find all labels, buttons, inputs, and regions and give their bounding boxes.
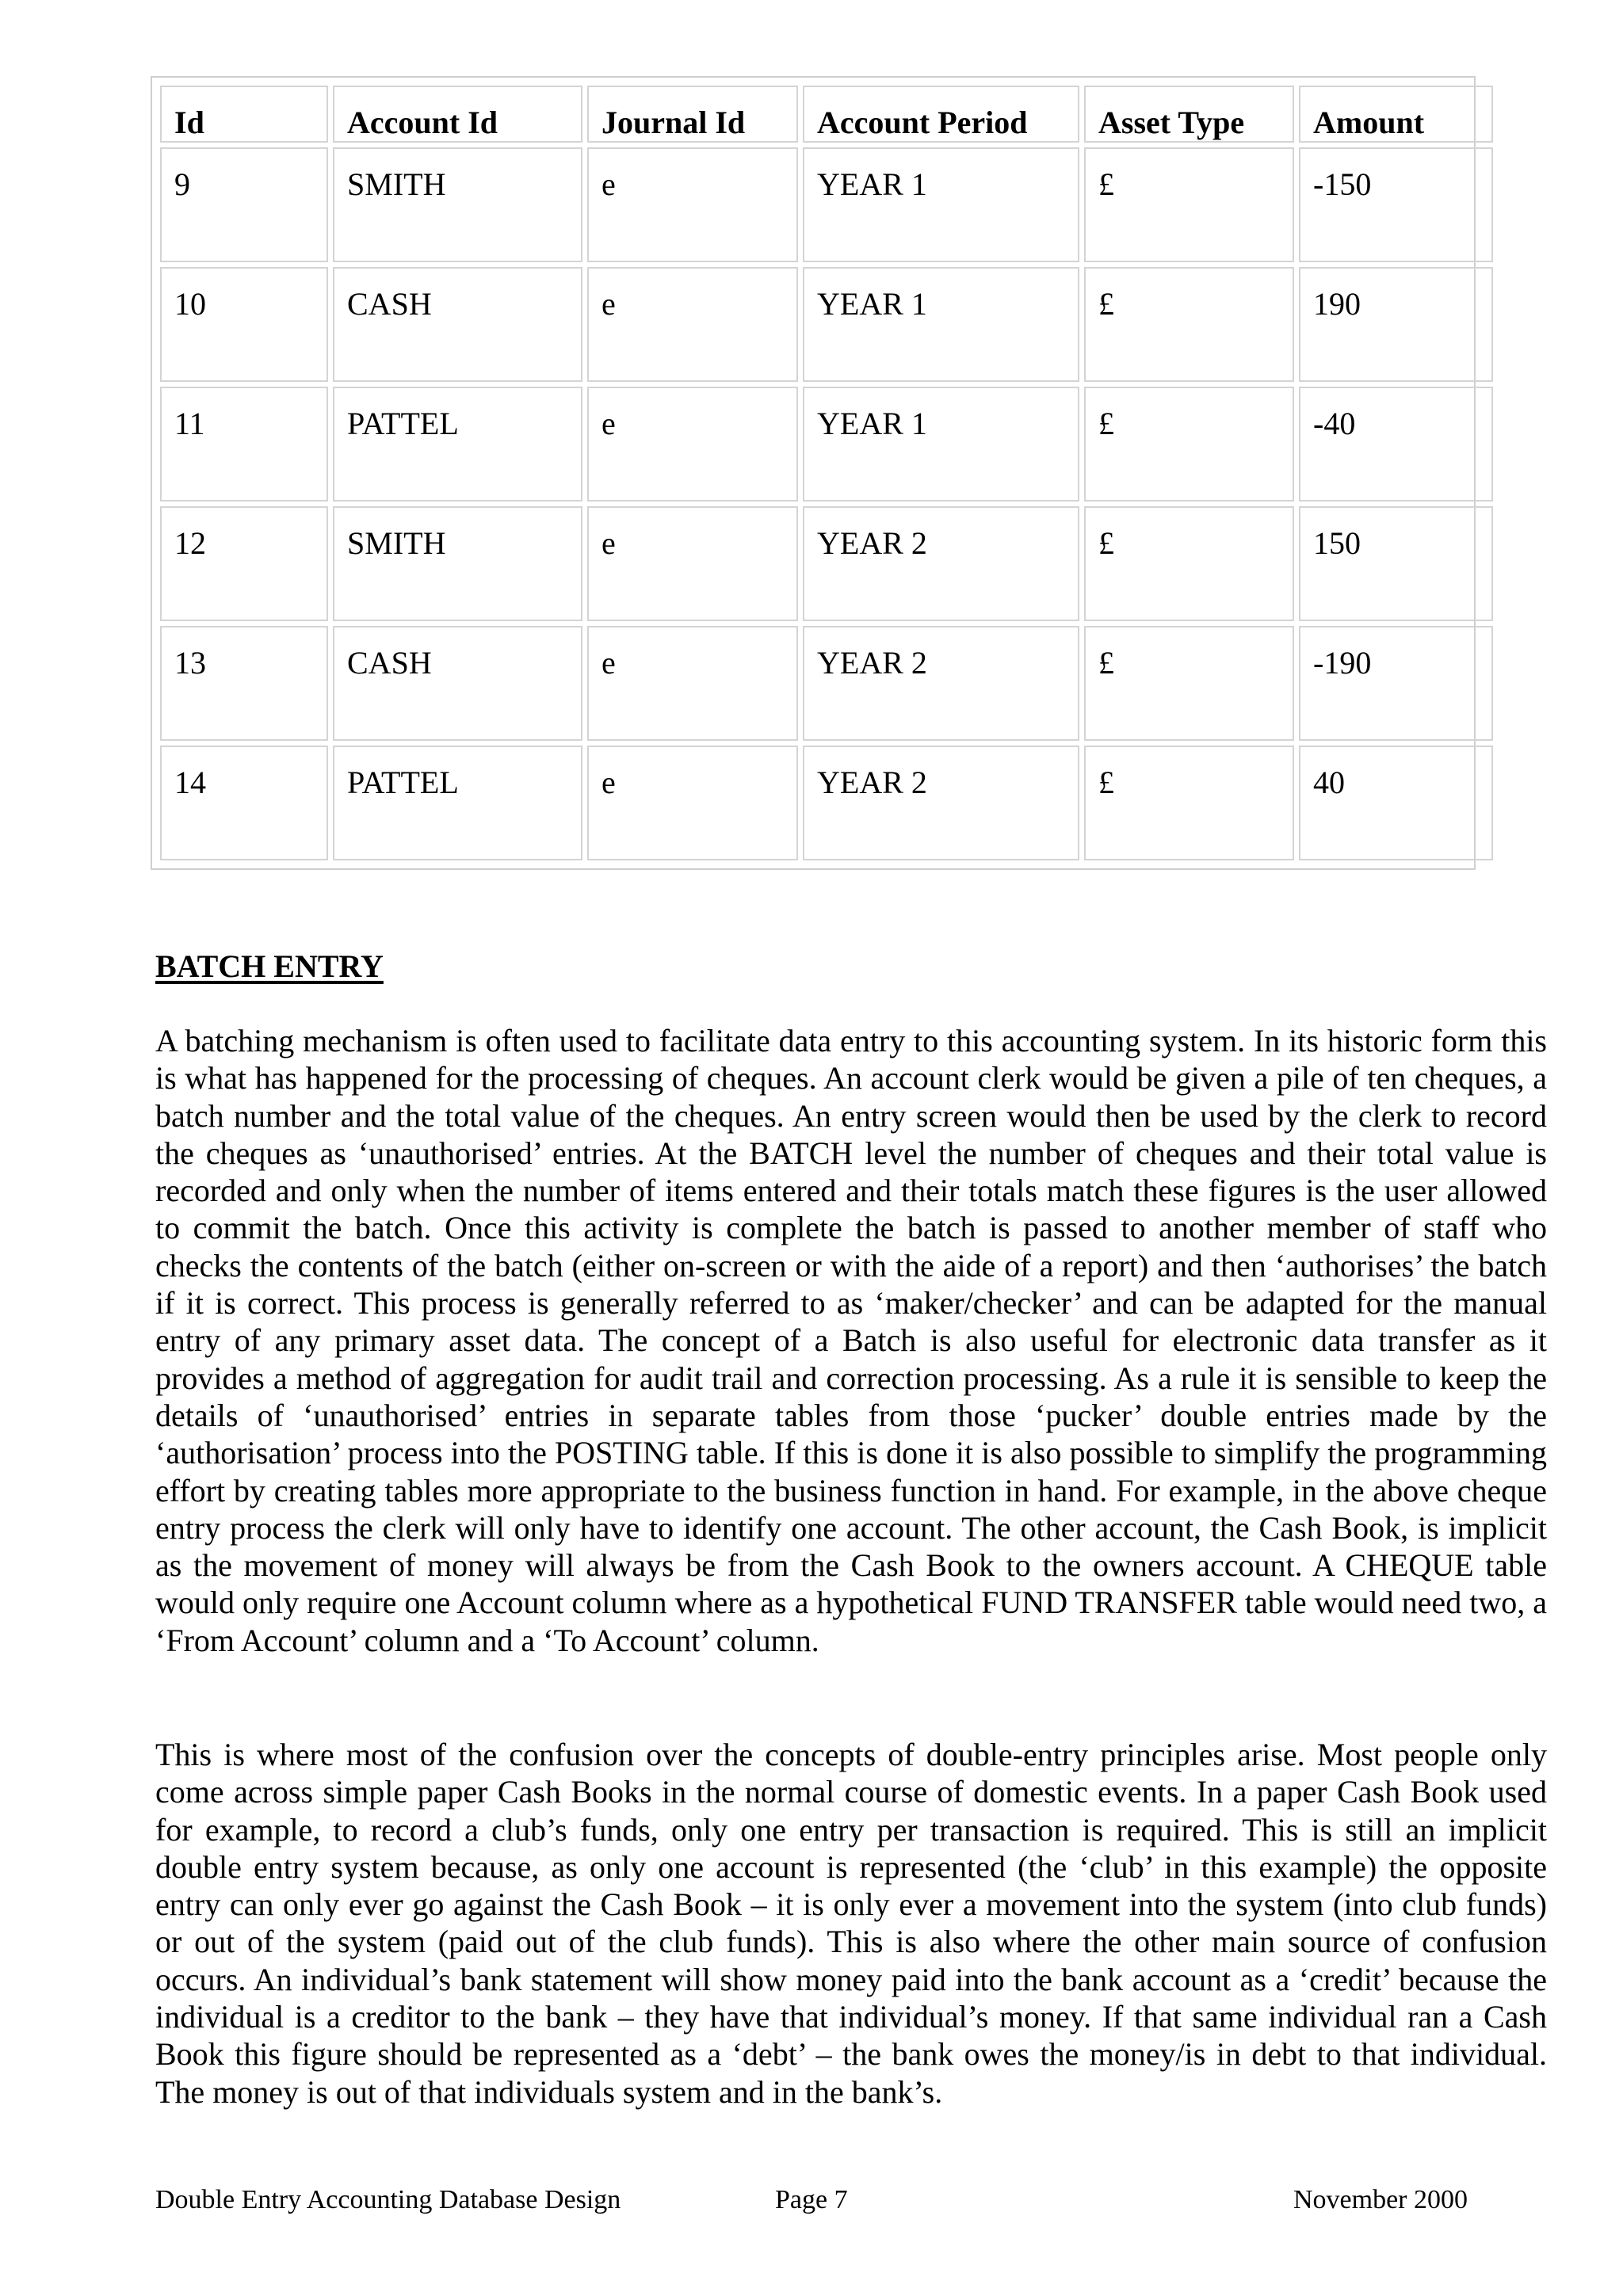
- cell-account-id: PATTEL: [333, 746, 582, 860]
- footer-document-title: Double Entry Accounting Database Design: [155, 2185, 621, 2214]
- cell-asset-type: £: [1084, 626, 1294, 741]
- footer-date: November 2000: [1293, 2185, 1468, 2214]
- column-header-id: Id: [160, 86, 328, 143]
- table-row: [160, 626, 1493, 741]
- cell-account-id: CASH: [333, 267, 582, 382]
- body-paragraph: A batching mechanism is often used to facilitate data entry to this accounting system. In its historic form this is what has happened for the processing of cheques. An account clerk would be given a pile of ten cheques, a batch number and the total value of the cheques. An entry screen would then be used by the clerk to record the cheques as ‘unauthorised’ entries. At the BATCH level the number of cheques and their total value is recorded and only when the number of items entered and their totals match these figures is the user allowed to commit the batch. Once this activity is complete the batch is passed to another member of staff who checks the contents of the batch (either on-screen or with the aide of a report) and then ‘authorises’ the batch if it is correct. This process is generally referred to as ‘maker/checker’ and can be adapted for the manual entry of any primary asset data. The concept of a Batch is also useful for electronic data transfer as it provides a method of aggregation for audit trail and correction processing. As a rule it is sensible to keep the details of ‘unauthorised’ entries in separate tables from those ‘pucker’ double entries made by the ‘authorisation’ process into the POSTING table. If this is done it is also possible to simplify the programming effort by creating tables more appropriate to the business function in hand. For example, in the above cheque entry process the clerk will only have to identify one account. The other account, the Cash Book, is implicit as the movement of money will always be from the Cash Book to the owners account. A CHEQUE table would only require one Account column where as a hypothetical FUND TRANSFER table would need two, a ‘From Account’ column and a ‘To Account’ column.: [155, 1023, 1547, 1658]
- cell-id: 10: [160, 267, 328, 382]
- cell-account-id: PATTEL: [333, 387, 582, 502]
- cell-amount: 190: [1299, 267, 1493, 382]
- posting-table-container: [151, 76, 1476, 870]
- table-row: [160, 387, 1493, 502]
- cell-account-period: YEAR 1: [803, 387, 1079, 502]
- cell-journal-id: e: [587, 147, 798, 262]
- footer-page-number: Page 7: [775, 2185, 848, 2214]
- cell-journal-id: e: [587, 267, 798, 382]
- cell-asset-type: £: [1084, 387, 1294, 502]
- cell-account-period: YEAR 2: [803, 506, 1079, 621]
- column-header-account-id: Account Id: [333, 86, 582, 143]
- cell-asset-type: £: [1084, 267, 1294, 382]
- cell-journal-id: e: [587, 746, 798, 860]
- cell-amount: -40: [1299, 387, 1493, 502]
- cell-id: 9: [160, 147, 328, 262]
- cell-id: 13: [160, 626, 328, 741]
- cell-account-id: CASH: [333, 626, 582, 741]
- cell-journal-id: e: [587, 387, 798, 502]
- table-row: [160, 746, 1493, 860]
- cell-asset-type: £: [1084, 147, 1294, 262]
- column-header-account-period: Account Period: [803, 86, 1079, 143]
- column-header-asset-type: Asset Type: [1084, 86, 1294, 143]
- cell-journal-id: e: [587, 506, 798, 621]
- posting-table: [155, 81, 1498, 865]
- column-header-journal-id: Journal Id: [587, 86, 798, 143]
- cell-asset-type: £: [1084, 506, 1294, 621]
- cell-account-id: SMITH: [333, 506, 582, 621]
- body-paragraph: This is where most of the confusion over the concepts of double-entry principles arise. Most people only come across simple paper Cash Books in the normal course of domestic events. In a paper Cash Book used for example, to record a club’s funds, only one entry per transaction is required. This is still an implicit double entry system because, as only one account is represented (the ‘club’ in this example) the opposite entry can only ever go against the Cash Book – it is only ever a movement into the system (into club funds) or out of the system (paid out of the club funds). This is also where the other main source of confusion occurs. An individual’s bank statement will show money paid into the bank account as a ‘credit’ because the individual is a creditor to the bank – they have that individual’s money. If that same individual ran a Cash Book this figure should be represented as a ‘debt’ – the bank owes the money/is in debt to that individual. The money is out of that individuals system and in the bank’s.: [155, 1737, 1547, 2110]
- cell-amount: -190: [1299, 626, 1493, 741]
- section-heading: BATCH ENTRY: [155, 948, 384, 984]
- table-row: [160, 147, 1493, 262]
- cell-id: 11: [160, 387, 328, 502]
- cell-account-period: YEAR 2: [803, 746, 1079, 860]
- cell-id: 14: [160, 746, 328, 860]
- cell-amount: 40: [1299, 746, 1493, 860]
- cell-account-id: SMITH: [333, 147, 582, 262]
- table-row: [160, 267, 1493, 382]
- table-row: [160, 506, 1493, 621]
- cell-asset-type: £: [1084, 746, 1294, 860]
- table-header-row: [160, 86, 1493, 143]
- cell-account-period: YEAR 1: [803, 147, 1079, 262]
- cell-amount: 150: [1299, 506, 1493, 621]
- cell-id: 12: [160, 506, 328, 621]
- cell-account-period: YEAR 1: [803, 267, 1079, 382]
- cell-amount: -150: [1299, 147, 1493, 262]
- cell-account-period: YEAR 2: [803, 626, 1079, 741]
- column-header-amount: Amount: [1299, 86, 1493, 143]
- cell-journal-id: e: [587, 626, 798, 741]
